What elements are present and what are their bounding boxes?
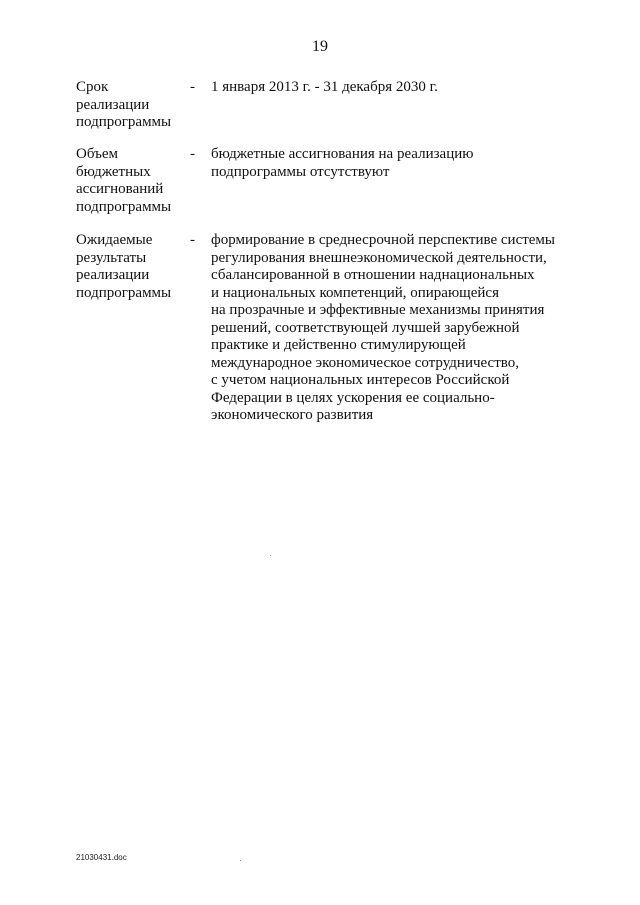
label-line: Ожидаемые — [76, 232, 153, 248]
label-line: подпрограммы — [76, 284, 172, 301]
value-line: международное экономическое сотрудничество, — [211, 354, 519, 371]
value-line: формирование в среднесрочной перспективе системы — [211, 232, 556, 248]
label-line: ассигнований — [76, 181, 164, 197]
value-line: на прозрачные и эффективные механизмы принятия — [211, 302, 545, 318]
row-value — [211, 79, 571, 97]
scan-speck — [270, 555, 271, 556]
label-line: бюджетных — [76, 163, 151, 180]
label-line: результаты — [76, 249, 147, 266]
value-line: практике и действенно стимулирующей — [211, 337, 466, 353]
row-value — [211, 146, 571, 181]
value-line: с учетом национальных интересов Российской — [211, 372, 510, 388]
label-line: подпрограммы — [76, 198, 172, 215]
value-line: решений, соответствующей лучшей зарубежной — [211, 319, 520, 336]
row-label — [76, 79, 186, 132]
scan-speck — [240, 860, 241, 861]
label-line: реализации — [76, 267, 150, 283]
row-label — [76, 146, 186, 216]
value-line: подпрограммы отсутствуют — [211, 163, 390, 180]
row-dash: - — [190, 79, 195, 95]
row-dash: - — [190, 232, 195, 248]
value-line: экономического развития — [211, 407, 374, 423]
value-line: 1 января 2013 г. - 31 декабря 2030 г. — [211, 79, 438, 95]
row-label — [76, 232, 186, 302]
label-line: подпрограммы — [76, 114, 172, 130]
label-line: реализации — [76, 96, 150, 113]
row-value — [211, 232, 571, 425]
value-line: регулирования внешнеэкономической деятельности, — [211, 249, 547, 266]
value-line: и национальных компетенций, опирающейся — [211, 284, 499, 301]
label-line: Объем — [76, 146, 118, 162]
value-line: бюджетные ассигнования на реализацию — [211, 146, 474, 162]
row-dash: - — [190, 146, 195, 162]
page-number: 19 — [312, 38, 328, 55]
footer-file-code: 21030431.doc — [76, 853, 127, 862]
value-line: Федерации в целях ускорения ее социально- — [211, 389, 495, 406]
value-line: сбалансированной в отношении наднациональных — [211, 267, 535, 283]
label-line: Срок — [76, 79, 109, 95]
